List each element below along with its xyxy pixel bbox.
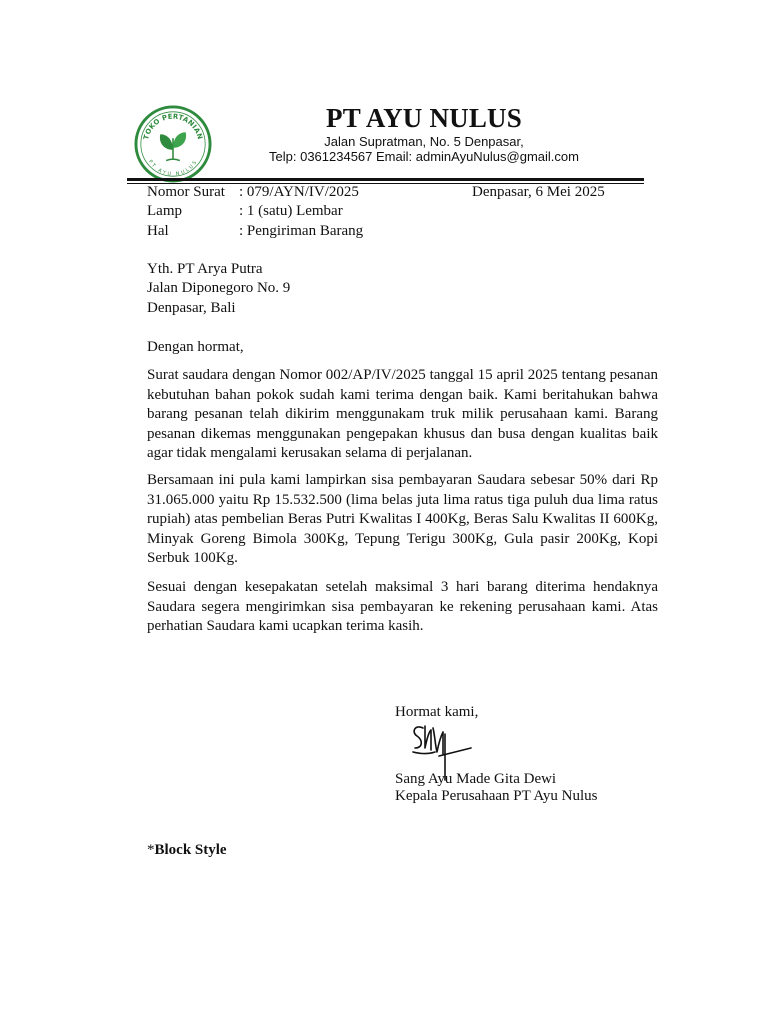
meta-number-label: Nomor Surat: [147, 184, 225, 200]
meta-number-row: [147, 182, 359, 202]
recipient-city: Denpasar, Bali: [147, 300, 236, 316]
closing-salutation: Hormat kami,: [395, 704, 479, 720]
body-paragraph-1: Surat saudara dengan Nomor 002/AP/IV/2025 tanggal 15 april 2025 tentang pesanan kebutuhan bahan pokok sudah kami terima dengan baik. Kami beritahukan bahwa barang pesanan telah dikirim menggunakam truk milik perusahaan kami. Barang pesanan dikemas menggunakan pengepakan khusus dan busa dengan kualitas baik agar tidak mengalami kerusakan selama di perjalanan.: [147, 367, 658, 461]
logo-bottom-text: PT AYU NULUS: [147, 158, 199, 178]
style-note: [147, 840, 227, 860]
recipient-name: Yth. PT Arya Putra: [147, 261, 263, 277]
company-address: Jalan Supratman, No. 5 Denpasar,: [324, 134, 524, 149]
greeting: Dengan hormat,: [147, 339, 244, 355]
signer-name: Sang Ayu Made Gita Dewi: [395, 771, 557, 787]
meta-subject-value: : Pengiriman Barang: [239, 223, 364, 239]
meta-subject-row: [147, 221, 363, 241]
meta-attachment-value: : 1 (satu) Lembar: [239, 203, 343, 219]
company-contact: Telp: 0361234567 Email: adminAyuNulus@gmail.com: [269, 149, 579, 164]
body-paragraph-2: Bersamaan ini pula kami lampirkan sisa pembayaran Saudara sebesar 50% dari Rp 31.065.000 yaitu Rp 15.532.500 (lima belas juta lima ratus tiga puluh dua lima ratus rupiah) atas pembelian Beras Putri Kwalitas I 400Kg, Beras Salu Kwalitas II 600Kg, Minyak Goreng Bimola 300Kg, Tepung Terigu 300Kg, Gula pasir 200Kg, Kopi Serbuk 100Kg.: [147, 472, 658, 566]
style-note-text: Block Style: [154, 842, 227, 858]
company-name: PT AYU NULUS: [326, 103, 522, 133]
meta-attachment-row: [147, 201, 343, 221]
letter-date: Denpasar, 6 Mei 2025: [472, 184, 605, 200]
body-paragraph-3: Sesuai dengan kesepakatan setelah maksimal 3 hari barang diterima hendaknya Saudara segera mengirimkan sisa pembayaran ke rekening perusahaan kami. Atas perhatian Saudara kami ucapkan terima kasih.: [147, 579, 658, 634]
letterhead-divider-thick: [127, 178, 644, 181]
meta-subject-label: Hal: [147, 223, 169, 239]
style-note-prefix: *: [147, 842, 155, 858]
meta-attachment-label: Lamp: [147, 203, 182, 219]
meta-number-value: : 079/AYN/IV/2025: [239, 184, 359, 200]
signer-title: Kepala Perusahaan PT Ayu Nulus: [395, 788, 598, 804]
recipient-street: Jalan Diponegoro No. 9: [147, 280, 291, 296]
logo-top-text: TOKO PERTANIAN: [142, 112, 204, 141]
